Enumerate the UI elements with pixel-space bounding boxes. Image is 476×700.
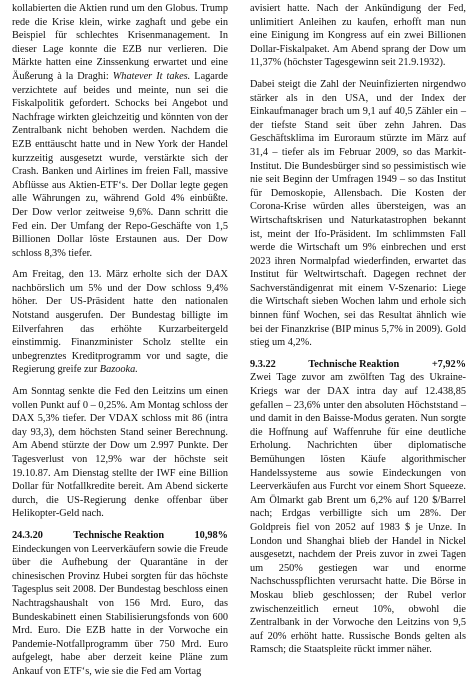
right-column: [250, 2, 466, 700]
entry-heading: [250, 358, 466, 372]
entry-title: Technische Reaktion: [308, 358, 400, 370]
paragraph: Zwei Tage zuvor am zwölften Tag des Ukraine-Kriegs war der DAX intra day auf 12.438,85 gefallen – 23,6% unter den absoluten Höchststand – und damit in den Baisse-Modus geraten. Nun sorgte die Hoffnung auf Waffenruhe für eine deutliche Erholung. Nachrichten über diplomatische Bemühungen lösten Käufe algorithmischer Handelssysteme aus sowie Eindeckungen von Leerverkäufen aus Furcht vor einem Short Squeeze. Am Ölmarkt gab Brent um 6,2% auf 120 $/Barrel nach; Erdgas verbilligte sich um 28%. Der Goldpreis fiel von 2052 auf 1983 $ je Unze. In London und Shanghai blieb der Handel in Nickel ausgesetzt, nachdem der Preis zuvor in zwei Tagen um 250% gestiegen war und enorme Nachschusspflichten verursacht hatte. Die Börse in Moskau blieb geschlossen; der Rubel verlor zwischenzeitlich erneut 10%, obwohl die Zentralbank in der Vorwoche den Leitzins von 9,5 auf 20% erhöht hatte. Russische Bonds gelten als Ramsch; die Staatspleite rückt immer näher.: [250, 372, 466, 656]
left-column: [12, 2, 228, 700]
paragraph: Am Freitag, den 13. März erholte sich der DAX nachbörslich um 5% und der Dow schloss 9,4% höher. Der US-Präsident hatte den nationalen Notstand ausgerufen. Der Bundestag billigte im Eilverfahren das erhöhte Kurzarbeitergeld einstimmig. Finanzminister Scholz stellte ein unbegrenztes Kreditprogramm vor und sagte, die Regierung greife zur Bazooka.: [12, 269, 228, 376]
entry-change: +7,92%: [431, 358, 466, 370]
entry-date: 9.3.22: [250, 358, 276, 370]
entry-change: 10,98%: [194, 529, 228, 541]
entry-title: Technische Reaktion: [73, 529, 165, 541]
paragraph: Dabei steigt die Zahl der Neuinfizierten nirgendwo stärker als in den USA, und der Index der Einkaufmanager brach um 9,1 auf 40,5 Zähler ein – der tiefste Stand seit über zehn Jahren. Das Geschäftsklima im Euroraum stürzte im März auf 31,4 – tiefer als im Februar 2009, so das Markit-Institut. Die Bundesbürger sind so pessimistisch wie nie seit Beginn der Umfragen 1949 – so das Institut für Demoskopie, Allensbach. Die Kosten der Corona-Krise würden alles übersteigen, was an Wirtschaftskrisen und Naturkatastrophen bekannt ist, meint der Ifo-Präsident. Im schlimmsten Fall werde die Wirtschaft um 9% einbrechen und erst 2023 ihren Normalpfad wiederfinden, erwartet das Institut für Weltwirtschaft. Dagegen rechnet der Sachverständigenrat mit einem V-Szenario: Liege die Wirtschaft sieben Wochen lahm und erhole sich binnen fünf Wochen, sei das Resultat ähnlich wie bei der Finanzkrise (BIP minus 5,7% in 2009). Gold stieg um 4,2%.: [250, 78, 466, 349]
paragraph: Am Sonntag senkte die Fed den Leitzins um einen vollen Punkt auf 0 – 0,25%. Am Montag schloss der DAX 5,3% tiefer. Der VDAX schloss mit 86 (intra day 93,3), dem höchsten Stand seiner Berechnung. Am Abend stürzte der Dow um 2.997 Punkte. Der Tagesverlust von 12,9% war der höchste seit 19.10.87. Am Dienstag stellte der IWF eine Billion Dollar für Notfallkredite bereit. Am Abend sickerte durch, die US-Regierung denke offenbar über Helikopter-Geld nach.: [12, 386, 228, 520]
paragraph: kollabierten die Aktien rund um den Globus. Trump rede die Krise klein, wirke zaghaft und gebe ein Beispiel für schlechtes Krisenmanagement. In dieser Lage konnte die EZB nur verlieren. Die Märkte hatten eine Zinssenkung erwartet und eine Äußerung à la Draghi: Whatever It takes. Lagarde verzichtete auf beides und meinte, nun sei die Fiskalpolitik gefordert. Schocks bei Angebot und Nachfrage wirkten gleichzeitig und könnten von der Zentralbank nicht behoben werden. Nachdem die EZB enttäuscht hatte und in New York der Handel kurzzeitig ausgesetzt wurde, verstärkte sich der Crash. Banken und Airlines im freien Fall, massive Abflüsse aus Aktien-ETF‘s. Der Dollar legte gegen alle Währungen zu, während Gold 4% einbüßte. Der Dow verlor zeitweise 9,6%. Dann schritt die Fed ein. Der Umfang der Repo-Geschäfte von 1,5 Billionen Dollar löste Erstaunen aus. Der Dow schloss 8,3% tiefer.: [12, 3, 229, 259]
paragraph: Eindeckungen von Leerverkäufern sowie die Freude über die Aufhebung der Quarantäne in der chinesischen Provinz Hubei sorgten für das höchste Tagesplus seit 2008. Der Bundestag beschloss einen Nachtragshaushalt von 156 Mrd. Euro, das Bundeskabinett einen Stabilisierungsfonds von 600 Mrd. Euro. Die EZB hatte in der Vorwoche ein Pandemie-Notfallprogramm über 750 Mrd. Euro aufgelegt, habe aber derzeit keine Pläne zum Ankauf von ETF‘s, wie sie die Fed am Vortag: [12, 543, 228, 677]
entry-date: 24.3.20: [12, 529, 43, 541]
entry-heading: [12, 529, 228, 543]
quote: Whatever It takes.: [112, 70, 191, 82]
quote: Bazooka.: [99, 364, 138, 376]
paragraph: avisiert hatte. Nach der Ankündigung der Fed, unlimitiert Anleihen zu kaufen, erhofft man nun eine Einigung im Kongress auf ein zwei Billionen Dollar-Fiskalpaket. Am Abend sprang der Dow um 11,37% (höchster Tagesgewinn seit 21.9.1932).: [250, 3, 466, 69]
